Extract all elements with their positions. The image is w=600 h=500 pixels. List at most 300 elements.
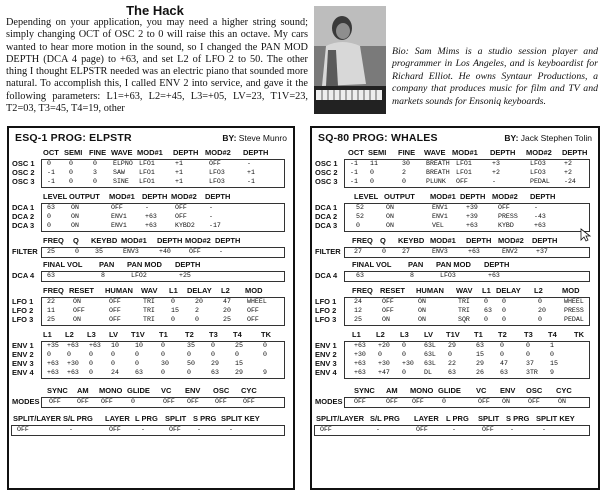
column-header: OSC: [526, 386, 543, 395]
param-value: -: [209, 213, 213, 220]
param-value: 35: [187, 342, 195, 349]
param-value: 0: [131, 398, 135, 405]
param-value: 0: [502, 316, 506, 323]
column-header: SPLIT/LAYER: [13, 414, 62, 423]
param-value: PRESS: [498, 213, 518, 220]
param-value: 9: [550, 369, 554, 376]
row-label: OSC 1: [315, 159, 338, 168]
param-value: -1: [47, 169, 55, 176]
column-header: MOD#1: [430, 192, 456, 201]
param-value: 20: [223, 307, 231, 314]
param-value: -: [452, 426, 456, 433]
column-header: LEVEL: [43, 192, 68, 201]
param-value: SQR: [458, 316, 470, 323]
value-box: [41, 271, 285, 282]
param-value: 15: [171, 307, 179, 314]
param-value: 63: [500, 369, 508, 376]
param-value: +63: [145, 213, 157, 220]
param-value: VEL: [432, 222, 444, 229]
param-value: 63: [135, 369, 143, 376]
mouse-pointer-icon: [580, 228, 592, 242]
param-value: 0: [502, 298, 506, 305]
param-value: 0: [370, 169, 374, 176]
column-header: CYC: [241, 386, 257, 395]
param-value: ON: [71, 213, 79, 220]
param-value: OFF: [109, 316, 121, 323]
param-value: OFF: [175, 213, 187, 220]
param-value: +63: [89, 342, 101, 349]
column-header: T3: [209, 330, 218, 339]
param-value: OFF: [163, 398, 175, 405]
param-value: OFF: [482, 426, 494, 433]
column-header: DEPTH: [532, 236, 558, 245]
column-header: LV: [109, 330, 119, 339]
param-value: -43: [534, 213, 546, 220]
param-value: 0: [402, 351, 406, 358]
column-header: SEMI: [64, 148, 83, 157]
column-header: DEPTH: [562, 148, 588, 157]
param-value: 52: [356, 204, 364, 211]
param-value: 0: [111, 360, 115, 367]
row-label: DCA 4: [12, 271, 35, 280]
column-header: FINAL VOL: [352, 260, 392, 269]
param-value: 0: [47, 160, 51, 167]
param-value: LFO1: [456, 169, 472, 176]
article-title: The Hack: [126, 3, 184, 18]
param-value: 11: [370, 160, 378, 167]
param-value: 20: [195, 298, 203, 305]
column-header: LV: [424, 330, 434, 339]
column-header: SPLIT KEY: [221, 414, 260, 423]
param-value: OFF: [320, 426, 332, 433]
param-value: 63: [47, 272, 55, 279]
column-header: DEPTH: [175, 260, 201, 269]
column-header: MOD#2: [185, 236, 211, 245]
param-value: 0: [263, 351, 267, 358]
panel-header: [318, 132, 592, 146]
param-value: 0: [171, 316, 175, 323]
param-value: ON: [502, 398, 510, 405]
param-value: 0: [69, 160, 73, 167]
param-value: -: [534, 204, 538, 211]
column-header: T2: [185, 330, 194, 339]
param-value: 0: [135, 360, 139, 367]
row-label: DCA 1: [315, 203, 338, 212]
param-value: 0: [484, 316, 488, 323]
column-header: L PRG: [446, 414, 469, 423]
param-value: OFF: [209, 160, 221, 167]
column-header: HUMAN: [105, 286, 133, 295]
column-header: MOD#1: [430, 236, 456, 245]
param-value: 0: [538, 316, 542, 323]
column-header: T1: [159, 330, 168, 339]
panel-header: [15, 132, 287, 146]
column-header: MOD#2: [171, 192, 197, 201]
param-value: 47: [500, 360, 508, 367]
column-header: FREQ: [43, 286, 64, 295]
value-box: [344, 247, 590, 258]
param-value: OFF: [382, 298, 394, 305]
param-value: 0: [526, 351, 530, 358]
row-label: DCA 3: [12, 221, 35, 230]
param-value: -: [492, 178, 496, 185]
param-value: 0: [500, 351, 504, 358]
column-header: PAN MOD: [436, 260, 471, 269]
param-value: OFF: [478, 398, 490, 405]
column-header: SPLIT KEY: [536, 414, 575, 423]
row-label: DCA 2: [315, 212, 338, 221]
param-value: 3TR: [526, 369, 538, 376]
param-value: 0: [161, 351, 165, 358]
param-value: 25: [235, 342, 243, 349]
param-value: 10: [111, 342, 119, 349]
column-header: VC: [476, 386, 487, 395]
column-header: MONO: [99, 386, 123, 395]
param-value: ON: [73, 298, 81, 305]
param-value: +25: [179, 272, 191, 279]
param-value: 63L: [424, 342, 436, 349]
param-value: OFF: [215, 398, 227, 405]
value-box: [344, 271, 590, 282]
param-value: -: [209, 204, 213, 211]
param-value: 10: [135, 342, 143, 349]
param-value: +63: [47, 360, 59, 367]
param-value: 27: [402, 248, 410, 255]
row-label: ENV 3: [315, 359, 337, 368]
column-header: PAN MOD: [127, 260, 162, 269]
column-header: DEPTH: [530, 192, 556, 201]
param-value: 63: [47, 204, 55, 211]
param-value: OFF: [101, 398, 113, 405]
column-header: DELAY: [496, 286, 521, 295]
param-value: ON: [71, 222, 79, 229]
column-header: OSC: [213, 386, 230, 395]
param-value: 15: [235, 360, 243, 367]
param-value: OFF: [456, 178, 468, 185]
param-value: 0: [484, 298, 488, 305]
param-value: +1: [247, 169, 255, 176]
param-value: LFO3: [440, 272, 456, 279]
param-value: 25: [223, 316, 231, 323]
column-header: S/L PRG: [63, 414, 93, 423]
column-header: LEVEL: [354, 192, 379, 201]
row-label: ENV 2: [12, 350, 34, 359]
param-value: 20: [538, 307, 546, 314]
row-label: LFO 3: [315, 315, 337, 324]
param-value: +47: [378, 369, 390, 376]
row-label: ENV 4: [315, 368, 337, 377]
column-header: HUMAN: [416, 286, 444, 295]
column-header: T1V: [446, 330, 460, 339]
param-value: OFF: [189, 248, 201, 255]
param-value: -1: [350, 178, 358, 185]
row-label: FILTER: [315, 247, 341, 256]
column-header: SPLIT: [165, 414, 187, 423]
row-label: OSC 3: [315, 177, 338, 186]
param-value: 0: [89, 360, 93, 367]
column-header: LAYER: [105, 414, 130, 423]
param-value: WHEEL: [247, 298, 267, 305]
row-label: OSC 1: [12, 159, 35, 168]
article-body: Depending on your application, you may need a higher string sound; simply changing OCT of OSC 2 to 0 will raise this an octave. My cars wanted to hear more motion in the sound, so I changed the PAN MOD DEPTH (DCA 4 page) to +63, and set L2 of LFO 2 to 50. The other thing I thought ELPSTR needed was an electric piano that sounded more natural. To accomplish this, I called ENV 2 into service, and gave it the following parameters: L1=+63, L2=+45, L3=+05, LV=23, T1V=23, T2=03, T3=45, T4=19, other: [6, 17, 308, 115]
column-header: WAVE: [424, 148, 446, 157]
column-header: FREQ: [352, 236, 373, 245]
param-value: 29: [211, 360, 219, 367]
param-value: 0: [187, 351, 191, 358]
param-value: 12: [354, 307, 362, 314]
param-value: 0: [235, 351, 239, 358]
param-value: +2: [564, 160, 572, 167]
column-header: MOD#1: [452, 148, 478, 157]
param-value: 0: [67, 351, 71, 358]
param-value: -1: [247, 178, 255, 185]
param-value: 63: [476, 342, 484, 349]
param-value: KYBD2: [175, 222, 195, 229]
param-value: 0: [526, 342, 530, 349]
column-header: T2: [498, 330, 507, 339]
param-value: +30: [67, 360, 79, 367]
by-label: BY:: [222, 133, 237, 143]
column-header: VC: [161, 386, 172, 395]
param-value: ON: [71, 204, 79, 211]
column-header: DEPTH: [460, 192, 486, 201]
program-title: SQ-80 PROG: WHALES: [318, 132, 438, 144]
param-value: ON: [386, 213, 394, 220]
param-value: +63: [354, 342, 366, 349]
param-value: TRI: [143, 316, 155, 323]
param-value: SAW: [113, 169, 125, 176]
column-header: ENV: [185, 386, 201, 395]
column-header: L2: [534, 286, 543, 295]
column-header: MOD#1: [121, 236, 147, 245]
column-header: L1: [482, 286, 491, 295]
param-value: 25: [47, 316, 55, 323]
param-value: +63: [67, 369, 79, 376]
param-value: 26: [476, 369, 484, 376]
param-value: 8: [410, 272, 414, 279]
column-header: SYNC: [354, 386, 375, 395]
param-value: 1: [550, 342, 554, 349]
param-value: 0: [171, 298, 175, 305]
row-label: DCA 3: [315, 221, 338, 230]
by-label: BY:: [504, 133, 519, 143]
param-value: 35: [95, 248, 103, 255]
param-value: +63: [354, 369, 366, 376]
param-value: -: [141, 426, 145, 433]
column-header: TK: [574, 330, 584, 339]
column-header: RESET: [380, 286, 406, 295]
param-value: BREATH: [426, 169, 450, 176]
param-value: 0: [402, 178, 406, 185]
param-value: DL: [424, 369, 432, 376]
column-header: DEPTH: [490, 148, 516, 157]
column-header: FINE: [89, 148, 107, 157]
value-box: [344, 397, 590, 408]
column-header: TK: [261, 330, 271, 339]
column-header: OUTPUT: [384, 192, 415, 201]
row-label: ENV 1: [12, 341, 34, 350]
param-value: -24: [564, 178, 576, 185]
row-label: LFO 3: [12, 315, 34, 324]
column-header: WAV: [456, 286, 473, 295]
param-value: OFF: [247, 307, 259, 314]
column-header: SPLIT: [478, 414, 500, 423]
column-header: DEPTH: [484, 260, 510, 269]
column-header: LAYER: [414, 414, 439, 423]
param-value: 8: [101, 272, 105, 279]
column-header: MOD: [245, 286, 263, 295]
column-header: FINAL VOL: [43, 260, 83, 269]
param-value: OFF: [416, 426, 428, 433]
param-value: LFO2: [131, 272, 147, 279]
param-value: OFF: [412, 398, 424, 405]
param-value: WHEEL: [564, 298, 584, 305]
program-author-line: [222, 133, 287, 143]
param-value: 63L: [424, 351, 436, 358]
param-value: OFF: [49, 398, 61, 405]
param-value: 0: [550, 351, 554, 358]
column-header: L3: [400, 330, 409, 339]
column-header: S PRG: [506, 414, 530, 423]
param-value: PEDAL: [564, 316, 584, 323]
column-header: SEMI: [368, 148, 387, 157]
param-value: 25: [47, 248, 55, 255]
param-value: 30: [161, 360, 169, 367]
param-value: ON: [386, 222, 394, 229]
column-header: DEPTH: [215, 236, 241, 245]
column-header: FREQ: [352, 286, 373, 295]
param-value: ON: [73, 316, 81, 323]
row-label: ENV 2: [315, 350, 337, 359]
param-value: 0: [75, 248, 79, 255]
column-header: S/L PRG: [370, 414, 400, 423]
row-label: MODES: [315, 397, 343, 406]
param-value: 0: [211, 342, 215, 349]
param-value: +30: [354, 351, 366, 358]
param-value: 0: [89, 351, 93, 358]
param-value: +37: [536, 248, 548, 255]
column-header: SYNC: [47, 386, 68, 395]
row-label: FILTER: [12, 247, 38, 256]
param-value: LFO1: [456, 160, 472, 167]
param-value: OFF: [109, 426, 121, 433]
param-value: 63: [448, 369, 456, 376]
param-value: ENV1: [111, 222, 127, 229]
param-value: -: [510, 426, 514, 433]
param-value: 15: [476, 351, 484, 358]
column-header: L2: [65, 330, 74, 339]
param-value: +63: [145, 222, 157, 229]
column-header: MOD#1: [137, 148, 163, 157]
row-label: ENV 1: [315, 341, 337, 350]
param-value: -: [219, 248, 223, 255]
param-value: 0: [135, 351, 139, 358]
param-value: 0: [69, 169, 73, 176]
param-value: ENV1: [111, 213, 127, 220]
param-value: 0: [402, 369, 406, 376]
param-value: 63: [211, 369, 219, 376]
param-value: OFF: [77, 398, 89, 405]
param-value: OFF: [73, 307, 85, 314]
column-header: PAN: [408, 260, 424, 269]
param-value: +30: [402, 360, 414, 367]
column-header: L3: [87, 330, 96, 339]
param-value: -: [197, 426, 201, 433]
param-value: +63: [47, 369, 59, 376]
param-value: +63: [534, 222, 546, 229]
param-value: LFO3: [209, 169, 225, 176]
column-header: MOD#2: [492, 192, 518, 201]
param-value: 0: [93, 178, 97, 185]
column-header: DEPTH: [243, 148, 269, 157]
param-value: 0: [187, 369, 191, 376]
param-value: ELPNO: [113, 160, 133, 167]
column-header: MOD#1: [109, 192, 135, 201]
param-value: 0: [538, 298, 542, 305]
param-value: ENV1: [432, 213, 448, 220]
row-label: LFO 2: [12, 306, 34, 315]
row-label: ENV 4: [12, 368, 34, 377]
param-value: 0: [370, 178, 374, 185]
param-value: -1: [350, 160, 358, 167]
column-header: OCT: [348, 148, 364, 157]
param-value: -1: [350, 169, 358, 176]
author-photo: [314, 6, 386, 114]
param-value: OFF: [169, 426, 181, 433]
param-value: LFO1: [139, 160, 155, 167]
param-value: 0: [89, 369, 93, 376]
param-value: +39: [466, 204, 478, 211]
column-header: T1: [474, 330, 483, 339]
param-value: PRESS: [564, 307, 584, 314]
param-value: 24: [354, 298, 362, 305]
param-value: ENV3: [123, 248, 139, 255]
param-value: 2: [402, 169, 406, 176]
param-value: LFO1: [139, 169, 155, 176]
param-value: OFF: [528, 398, 540, 405]
param-value: OFF: [382, 307, 394, 314]
row-label: ENV 3: [12, 359, 34, 368]
column-header: CYC: [556, 386, 572, 395]
column-header: AM: [77, 386, 89, 395]
param-value: 9: [263, 369, 267, 376]
param-value: ON: [382, 316, 390, 323]
row-label: OSC 2: [12, 168, 35, 177]
param-value: 29: [448, 342, 456, 349]
param-value: OFF: [187, 398, 199, 405]
param-value: OFF: [111, 204, 123, 211]
column-header: DEPTH: [142, 192, 168, 201]
column-header: OUTPUT: [69, 192, 100, 201]
author-bio: Bio: Sam Mims is a studio session player and programmer in Los Angeles, and is keyboardist for Richard Elliot. He owns Syntaur Productions, a company that produces music for film and TV and markets sounds for Ensoniq keyboards.: [392, 46, 598, 107]
param-value: 11: [47, 307, 55, 314]
param-value: 2: [195, 307, 199, 314]
column-header: MONO: [410, 386, 434, 395]
param-value: -17: [209, 222, 221, 229]
column-header: KEYBD: [398, 236, 425, 245]
param-value: OFF: [498, 204, 510, 211]
param-value: 0: [442, 398, 446, 405]
param-value: ON: [418, 316, 426, 323]
param-value: +1: [175, 169, 183, 176]
column-header: MOD#2: [526, 148, 552, 157]
param-value: TRI: [458, 307, 470, 314]
column-header: Q: [380, 236, 386, 245]
param-value: 0: [402, 342, 406, 349]
column-header: RESET: [69, 286, 95, 295]
param-value: OFF: [247, 316, 259, 323]
row-label: OSC 3: [12, 177, 35, 186]
